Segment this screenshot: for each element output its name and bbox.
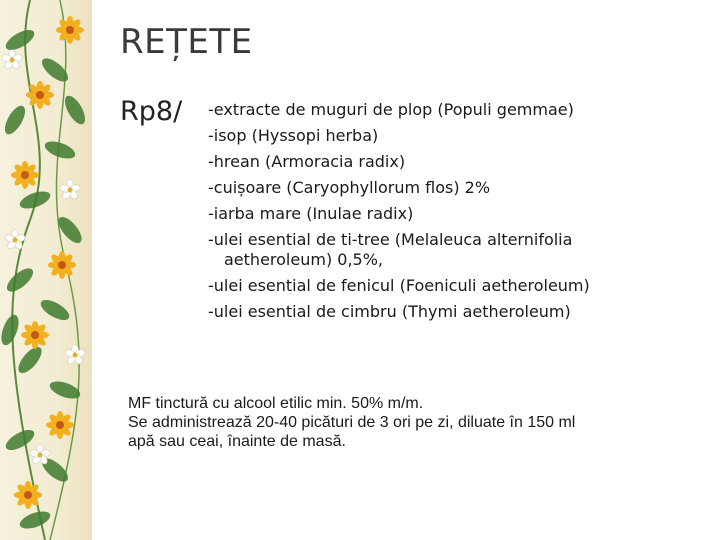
ingredient-line: -ulei esential de ti-tree (Melaleuca alternifolia: [208, 230, 573, 249]
ingredient-item: [208, 227, 708, 273]
ingredient-item: -isop (Hyssopi herba): [208, 126, 379, 145]
leaf-shape: [14, 343, 45, 377]
ingredient-item: -iarba mare (Inulae radix): [208, 204, 414, 223]
leaf-shape: [18, 188, 53, 212]
ingredient-item: -extracte de muguri de plop (Populi gemmae): [208, 100, 574, 119]
leaf-shape: [38, 54, 72, 85]
note-line: MF tinctură cu alcool etilic min. 50% m/m.: [128, 395, 424, 412]
floral-border-image: [0, 0, 92, 540]
leaf-shape: [38, 296, 73, 324]
leaf-shape: [61, 93, 89, 128]
leaf-shape: [1, 103, 29, 138]
note-line: apă sau ceai, înainte de masă.: [128, 433, 346, 450]
recipe-number: Rp8/: [120, 96, 183, 127]
ingredient-item: -ulei esential de cimbru (Thymi aetheroleum): [208, 302, 571, 321]
ingredient-item: -hrean (Armoracia radix): [208, 152, 406, 171]
leaf-shape: [3, 264, 37, 295]
ingredient-item: -ulei esential de fenicul (Foeniculi aetheroleum): [208, 276, 590, 295]
leaf-shape: [0, 313, 22, 348]
note-line: Se administrează 20-40 picături de 3 ori pe zi, diluate în 150 ml: [128, 414, 576, 431]
ingredient-line-continuation: aetheroleum) 0,5%,: [224, 250, 383, 269]
leaf-shape: [3, 26, 38, 54]
ingredient-list: [208, 97, 708, 325]
slide-title: REȚETE: [120, 22, 253, 62]
ingredient-item: -cuișoare (Caryophyllorum flos) 2%: [208, 178, 491, 197]
administration-note: [128, 394, 708, 451]
leaf-shape: [43, 138, 78, 162]
leaf-shape: [18, 508, 53, 532]
floral-border-decoration: [0, 0, 92, 540]
